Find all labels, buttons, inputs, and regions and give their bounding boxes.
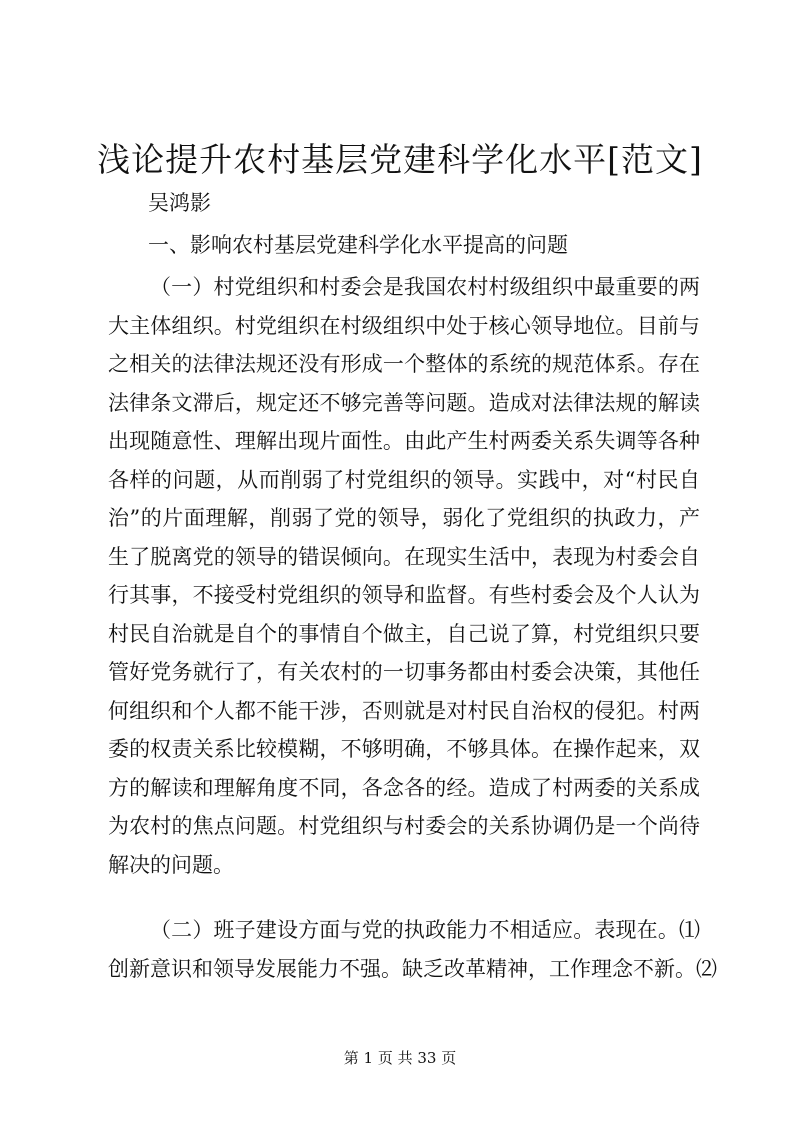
paragraph-line: 之相关的法律法规还没有形成一个整体的系统的规范体系。存在 bbox=[108, 352, 700, 376]
page-footer: 第 1 页 共 33 页 bbox=[343, 1049, 457, 1067]
paragraph-line: 解决的问题。 bbox=[108, 852, 234, 877]
paragraph-line: 村民自治就是自个的事情自个做主，自己说了算，村党组织只要 bbox=[108, 621, 700, 646]
document-title: 浅论提升农村基层党建科学化水平[范文] bbox=[97, 140, 703, 179]
paragraph-line: 创新意识和领导发展能力不强。缺乏改革精神，工作理念不新。⑵ bbox=[108, 956, 717, 981]
paragraph-line: 方的解读和理解角度不同，各念各的经。造成了村两委的关系成 bbox=[108, 775, 700, 800]
paragraph-line: 法律条文滞后，规定还不够完善等问题。造成对法律法规的解读 bbox=[108, 390, 700, 415]
paragraph-line: 生了脱离党的领导的错误倾向。在现实生活中，表现为村委会自 bbox=[108, 544, 700, 569]
paragraph-line: 各样的问题，从而削弱了村党组织的领导。实践中，对“村民自 bbox=[108, 467, 700, 492]
paragraph-line: 出现随意性、理解出现片面性。由此产生村两委关系失调等各种 bbox=[108, 429, 700, 453]
paragraph-line: （二）班子建设方面与党的执政能力不相适应。表现在。⑴ bbox=[150, 918, 700, 942]
section-heading: 一、影响农村基层党建科学化水平提高的问题 bbox=[148, 233, 568, 257]
author-name: 吴鸿影 bbox=[148, 191, 211, 215]
paragraph-line: 治”的片面理解，削弱了党的领导，弱化了党组织的执政力，产 bbox=[108, 506, 700, 530]
paragraph-line: 大主体组织。村党组织在村级组织中处于核心领导地位。目前与 bbox=[108, 313, 700, 338]
paragraph-line: 行其事，不接受村党组织的领导和监督。有些村委会及个人认为 bbox=[108, 583, 700, 607]
paragraph-line: 管好党务就行了，有关农村的一切事务都由村委会决策，其他任 bbox=[108, 660, 700, 684]
paragraph-line: （一）村党组织和村委会是我国农村村级组织中最重要的两 bbox=[150, 275, 700, 299]
paragraph-line: 何组织和个人都不能干涉，否则就是对村民自治权的侵犯。村两 bbox=[108, 698, 700, 723]
paragraph-line: 委的权责关系比较模糊，不够明确，不够具体。在操作起来，双 bbox=[108, 737, 700, 761]
paragraph-line: 为农村的焦点问题。村党组织与村委会的关系协调仍是一个尚待 bbox=[108, 814, 700, 838]
